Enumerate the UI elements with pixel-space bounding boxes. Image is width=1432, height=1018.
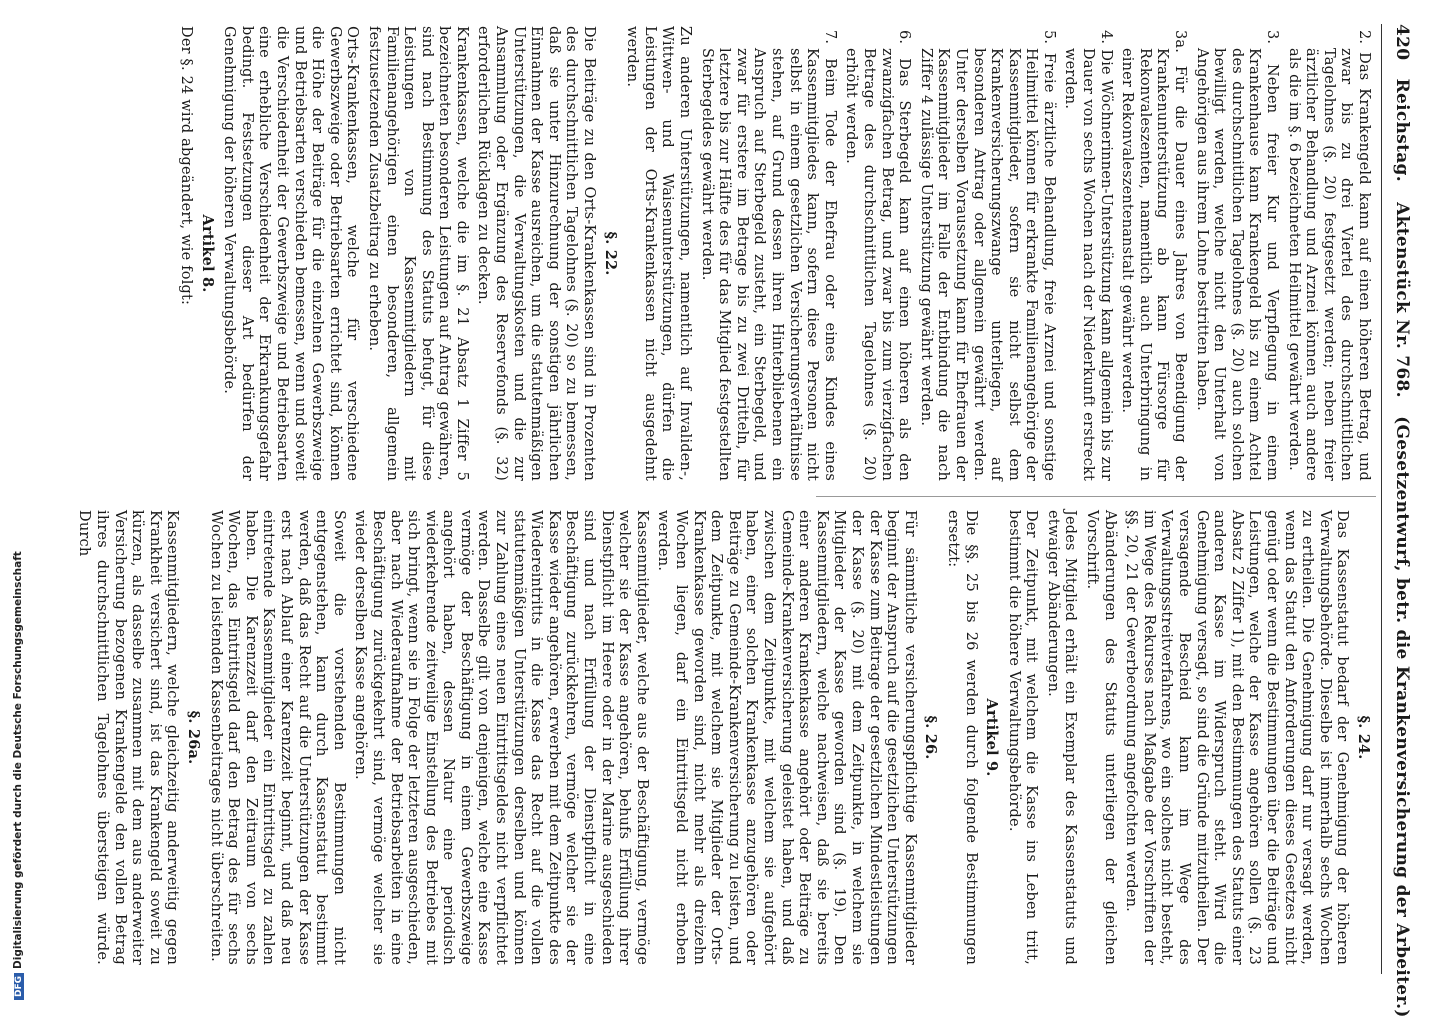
paragraph: Jedes Mitglied erhält ein Exemplar des Kassenstatuts und etwaiger Abänderungen.	[1044, 510, 1079, 965]
paragraph: Die §§. 25 bis 26 werden durch folgende Bestimmungen ersetzt:	[944, 510, 979, 965]
list-item: 7. Beim Tode der Ehefrau oder eines Kindes eines Kassenmitgliedes kann, sofern diese Personen nicht selbst in einem gesetzlichen Versicherungsverhältnisse stehen, auf Grund dessen ihren Hinterbliebenen ein Anspruch auf Sterbegeld zusteht, ein Sterbegeld, und zwar für erstere im Betrage bis zu zwei Dritteln, für letztere bis zur Hälfte des für das Mitglied festgestellten Sterbegeldes gewährt werden.	[698, 30, 838, 482]
paragraph: Der Zeitpunkt, mit welchem die Kasse ins Leben tritt, bestimmt die höhere Verwaltungsbehörde.	[1005, 510, 1040, 965]
section-heading: §. 24.	[1355, 715, 1372, 760]
section-heading: §. 26.	[922, 715, 940, 760]
left-column	[172, 26, 1372, 481]
list-item: 4. Die Wöchnerinnen-Unterstützung kann allgemein bis zur Dauer von sechs Wochen nach der Niederkunft erstreckt werden.	[1062, 30, 1114, 481]
rotated-page-content	[76, 14, 1412, 1018]
paragraph: Soweit die vorstehenden Bestimmungen nicht entgegenstehen, kann durch Kassenstatut bestimmt werden, daß das Recht auf die Unterstützungen der Kasse erst nach Ablauf einer Karenzzeit beginnt, und daß neu eintretende Kassenmitglieder ein Eintrittsgeld zu zahlen haben. Die Karenzzeit darf den Zeitraum von sechs Wochen, das Eintrittsgeld darf den Betrag des für sechs Wochen zu leistenden Kassenbeitrages nicht überschreiten.	[207, 510, 347, 965]
column-divider	[816, 496, 1376, 497]
paragraph: Kassenmitglieder, welche aus der Beschäftigung, vermöge welcher sie der Kasse angehören, behufs Erfüllung ihrer Dienstpflicht im Heere oder in der Marine ausgeschieden sind und nach Erfüllung der Dienstpflicht in eine Beschäftigung zurückkehren, vermöge welcher sie der Kasse wieder angehören, erwerben mit dem Zeitpunkte des Wiedereintritts in die Kasse das Recht auf die vollen statutenmäßigen Unterstützungen derselben und können zur Zahlung eines neuen Eintrittsgeldes nicht verpflichtet werden. Dasselbe gilt von denjenigen, welche eine Kasse vermöge der Beschäftigung in einem Gewerbszweige angehört haben, dessen Natur eine periodisch wiederkehrende zeitweilige Einstellung des Betriebes mit sich bringt, wenn sie in Folge der letzteren ausgeschieden, aber nach Wiederaufnahme der Betriebsarbeiten in eine Beschäftigung zurückgekehrt sind, vermöge welcher sie wieder derselben Kasse angehören.	[352, 510, 650, 965]
paragraph: Abänderungen des Statuts unterliegen der gleichen Vorschrift.	[1084, 510, 1118, 965]
dfg-logo: DFG	[14, 973, 24, 1000]
list-item: 6. Das Sterbegeld kann auf einen höheren als den zwanzigfachen Betrag, und zwar bis zum vierzigfachen Betrage des durchschnittlichen Tagelohnes (§. 20) erhöht werden.	[843, 30, 913, 482]
section-heading: §. 26a.	[185, 710, 202, 765]
paragraph: Das Kassenstatut bedarf der Genehmigung der höheren Verwaltungsbehörde. Dieselbe ist innerhalb sechs Wochen zu ertheilen. Die Genehmigung darf nur versagt werden, wenn das Statut den Anforderungen dieses Gesetzes nicht genügt oder wenn die Bestimmungen über die Beiträge und Leistungen, welche der Kasse angehören sollen (§. 23 Absatz 2 Ziffer 1), mit den Bestimmungen des Statuts einer anderen Kasse im Widerspruch steht. Wird die Genehmigung versagt, so sind die Gründe mitzutheilen. Der versagende Bescheid kann im Wege des Verwaltungsstreitverfahrens, wo ein solches nicht besteht, im Wege des Rekurses nach Maßgabe der Vorschriften der §§. 20, 21 der Gewerbeordnung angefochten werden.	[1123, 510, 1351, 965]
paragraph: Orts-Krankenkassen, welche für verschiedene Gewerbszweige oder Betriebsarten errichtet sind, können die Höhe der Beiträge für die einzelnen Gewerbszweige und Betriebsarten verschieden bemessen, wenn und soweit die Verschiedenheit der Gewerbszweige und Betriebsarten eine erhebliche Verschiedenheit der Erkrankungsgefahr bedingt. Festsetzungen dieser Art bedürfen der Genehmigung der höheren Verwaltungsbehörde.	[221, 26, 361, 481]
digitization-text: Digitalisierung gefördert durch die Deutsche Forschungsgemeinschaft	[12, 551, 24, 969]
page-number: 420	[1392, 24, 1412, 61]
paragraph: Für sämmtliche versicherungspflichtige Kassenmitglieder beginnt der Anspruch auf die gesetzlichen Unterstützungen der Kasse zum Beitrage der gesetzlichen Mindestleistungen der Kasse (§. 20) mit dem Zeitpunkte, in welchem sie Mitglieder der Kasse geworden sind (§. 19). Den Kassenmitgliedern, welche nachweisen, daß sie bereits einer anderen Krankenkasse angehört oder Beiträge zu Gemeinde-Krankenversicherung geleistet haben, und daß zwischen dem Zeitpunkte, mit welchem sie aufgehört haben, einer solchen Krankenkasse anzugehören oder Beiträge zu Gemeinde-Krankenversicherung zu leisten, und dem Zeitpunkte, mit welchem sie Mitglieder der Orts-Krankenkasse geworden sind, nicht mehr als dreizehn Wochen liegen, darf ein Eintrittsgeld nicht erhoben werden.	[655, 510, 918, 965]
digitization-note	[12, 0, 24, 1000]
paragraph: Krankenkassen, welche die im §. 21 Absatz 1 Ziffer 5 bezeichneten besonderen Leistungen auf Antrag gewähren, sind nach Bestimmung des Statuts befugt, für diese Leistungen von Kassenmitgliedern mit Familienangehörigen einen besonderen, allgemein festzusetzenden Zusatzbeitrag zu erheben.	[365, 26, 470, 481]
paragraph: Kassenmitgliedern, welche gleichzeitig anderweitig gegen Krankheit versichert sind, ist das Krankengeld soweit zu kürzen, als dasselbe zusammen mit dem aus anderweiter Versicherung bezogenen Krankengelde den vollen Betrag ihres durchschnittlichen Tagelohnes übersteigen würde. Durch	[76, 510, 181, 965]
paragraph: Die Beiträge zu den Orts-Krankenkassen sind in Prozenten des durchschnittlichen Tagelohnes (§. 20) so zu bemessen, daß sie unter Hinzurechnung der sonstigen jährlichen Einnahmen der Kasse ausreichen, um die statutenmäßigen Unterstützungen, die Verwaltungskosten und die zur Ansammlung oder Ergänzung des Reservefonds (§. 32) erforderlichen Rücklagen zu decken.	[475, 26, 598, 481]
right-column	[71, 510, 1372, 965]
paragraph: Zu anderen Unterstützungen, namentlich auf Invaliden-, Wittwen- und Waisenunterstützungen, dürfen die Leistungen der Orts-Krankenkassen nicht ausgedehnt werden.	[624, 26, 694, 481]
page-header	[1381, 24, 1412, 1018]
header-issue: Aktenstück Nr. 768.	[1392, 202, 1412, 398]
header-subtitle: (Gesetzentwurf, betr. die Krankenversicherung der Arbeiter.)	[1392, 416, 1412, 1018]
list-item: 5. Freie ärztliche Behandlung, freie Arznei und sonstige Heilmittel können für erkrankte Familienangehörige der Kassenmitglieder, sofern sie nicht selbst dem Krankenversicherungszwange unterliegen, auf besonderen Antrag oder allgemein gewährt werden. Unter derselben Voraussetzung kann für Ehefrauen der Kassenmitglieder im Falle der Entbindung die nach Ziffer 4 zulässige Unterstützung gewährt werden.	[917, 30, 1057, 481]
header-title: Reichstag.	[1392, 78, 1412, 182]
list-item: 3a. Für die Dauer eines Jahres von Beendigung der Krankenunterstützung ab kann Fürsorge für Rekonvaleszenten, namentlich auch Unterbringung in einer Rekonvaleszentenanstalt gewährt werden.	[1119, 30, 1189, 482]
digitization-sidebar	[0, 0, 24, 1000]
list-item: 2. Das Krankengeld kann auf einen höheren Betrag, und zwar bis zu drei Viertel des durchschnittlichen Tagelohnes (§. 20) festgesetzt werden; neben freier ärztlicher Behandlung und Arznei können auch andere als die im §. 6 bezeichneten Heilmittel gewährt werden.	[1285, 30, 1372, 481]
paragraph: Der §. 24 wird abgeändert, wie folgt:	[178, 26, 194, 306]
section-heading: §. 22.	[601, 231, 619, 276]
article-heading: Artikel 8.	[198, 214, 216, 293]
list-item: 3. Neben freier Kur und Verpflegung in einem Krankenhause kann Krankengeld bis zu einem Achtel des durchschnittlichen Tagelohnes (§. 20) auch solchen bewilligt werden, welche nicht den Unterhalt von Angehörigen aus ihrem Lohne bestritten haben.	[1193, 30, 1281, 481]
article-heading: Artikel 9.	[983, 698, 1001, 777]
